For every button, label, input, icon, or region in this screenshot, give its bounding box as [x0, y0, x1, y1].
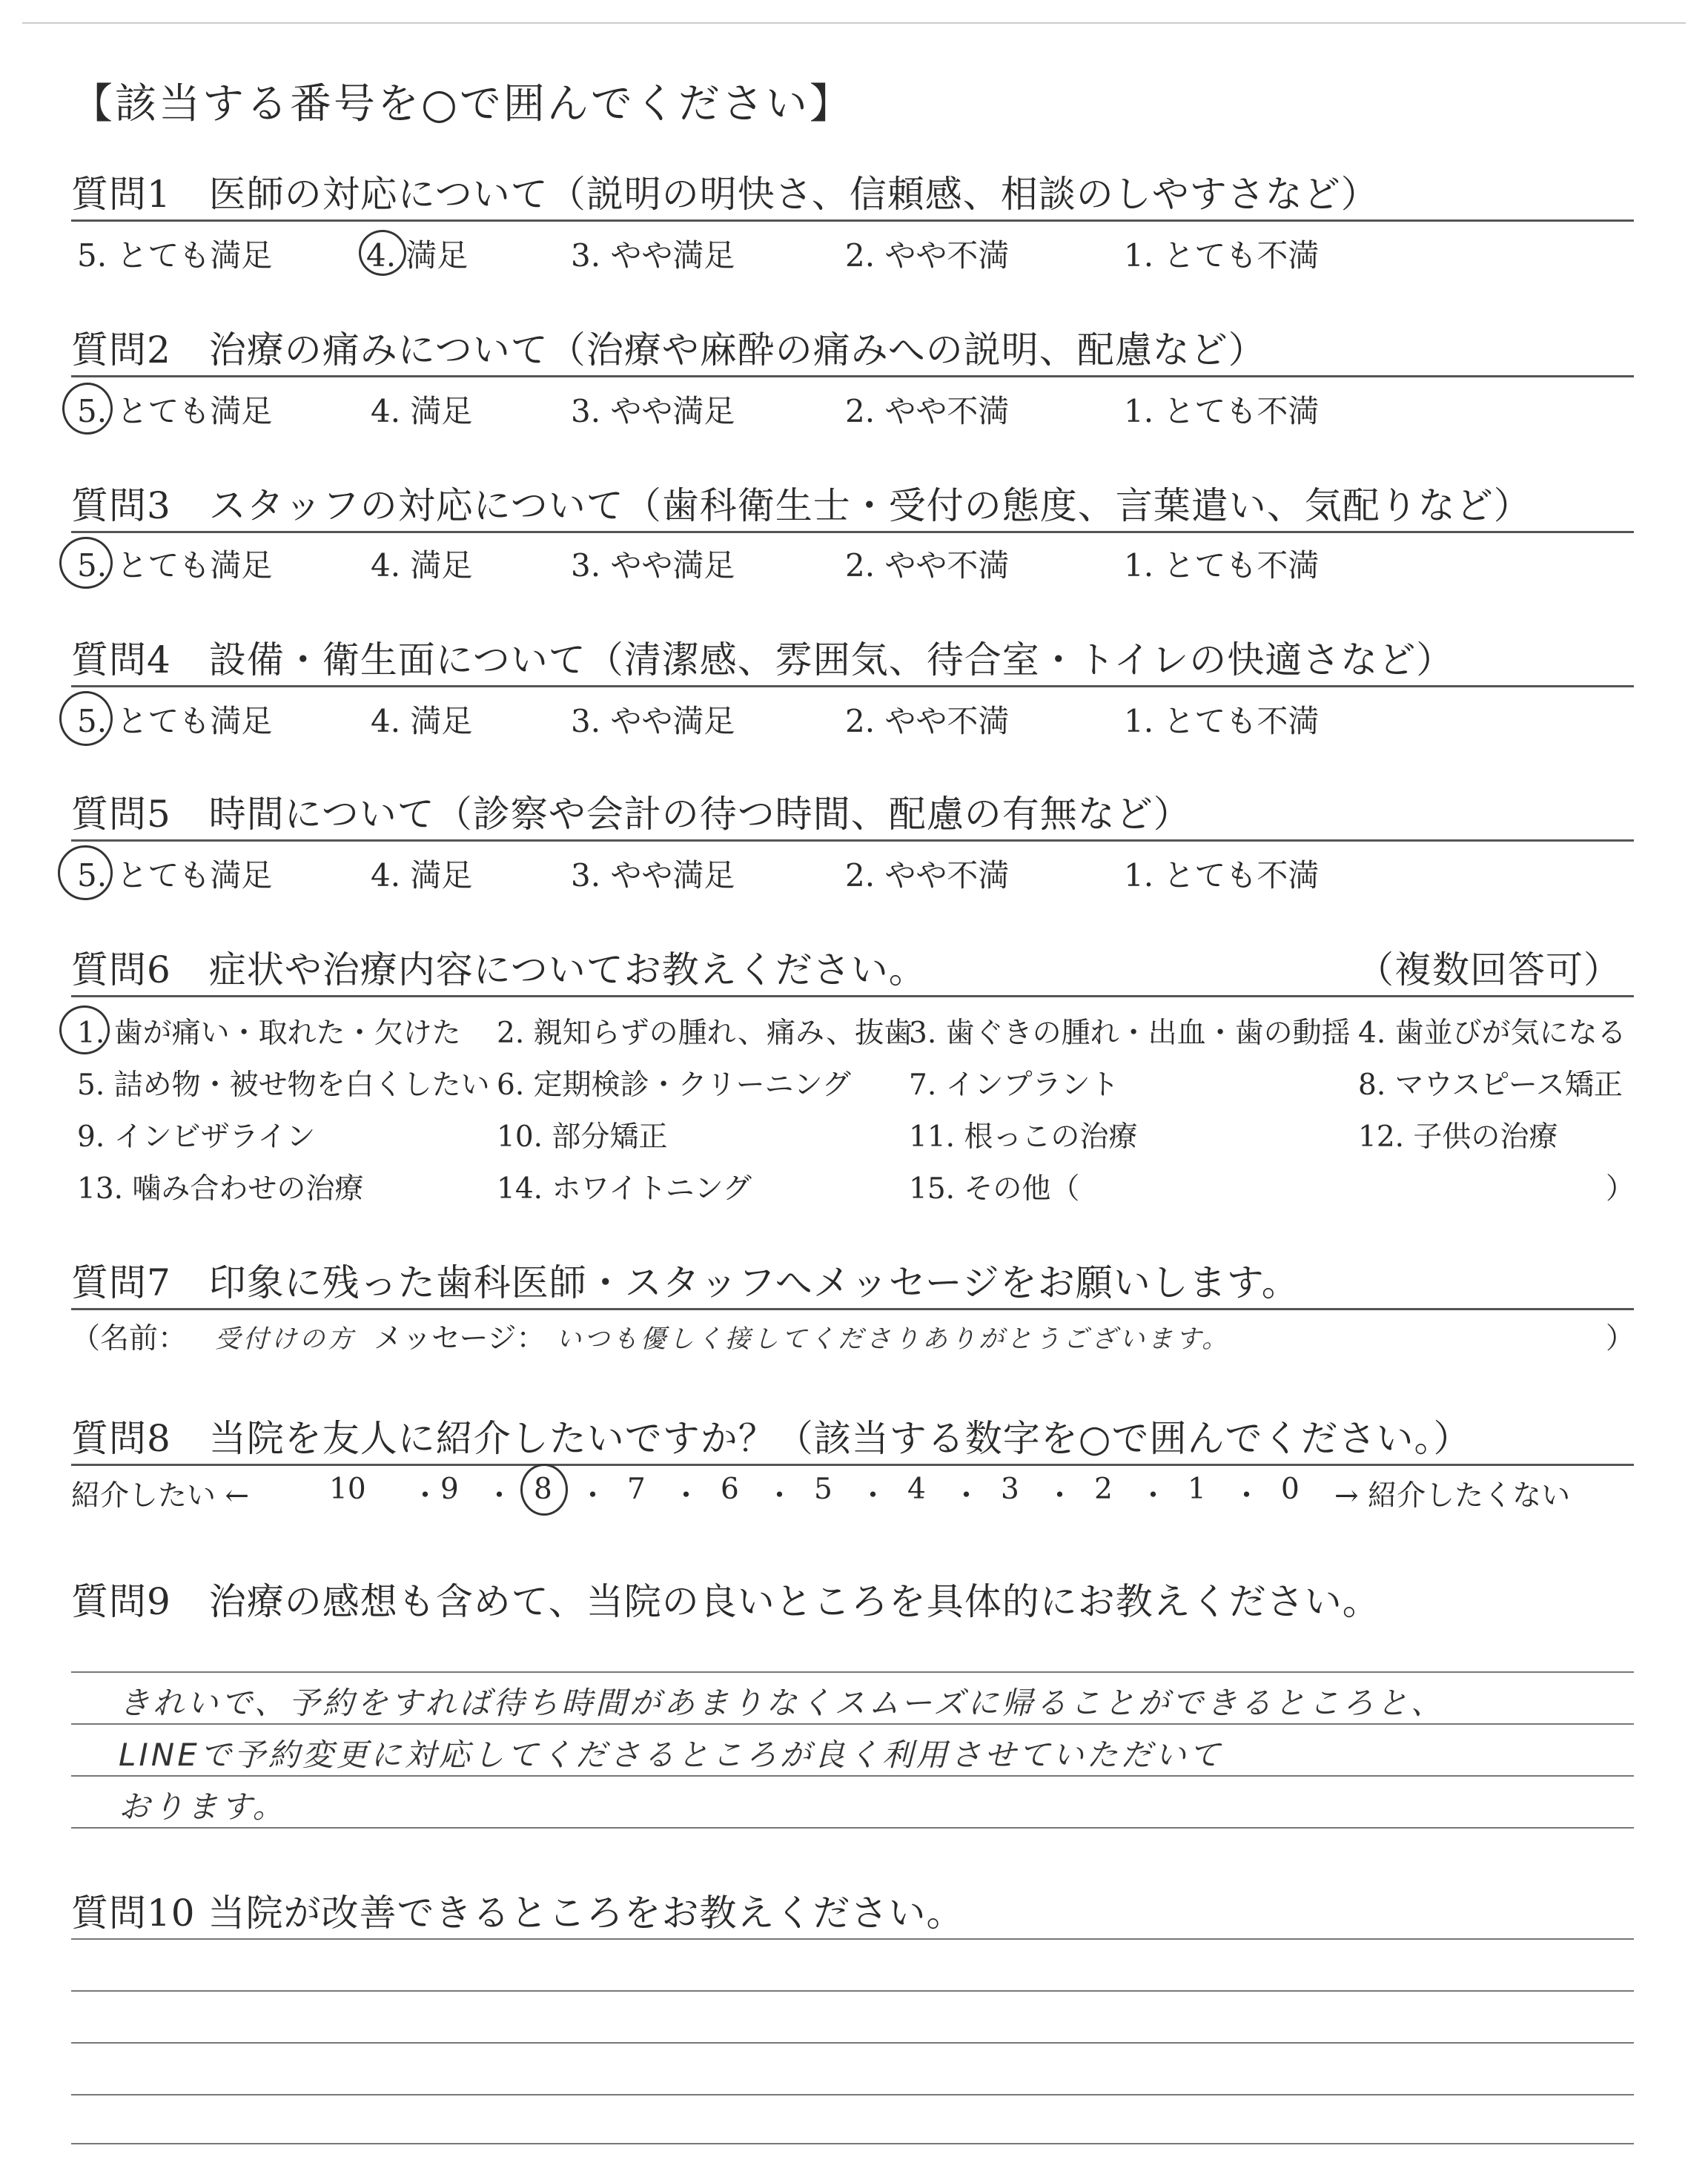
- q6-selected-circle: [59, 1005, 110, 1054]
- q7-title: 質問7 印象に残った歯科医師・スタッフへメッセージをお願いします。: [71, 1261, 1300, 1304]
- q5-option-2[interactable]: 2. やや不満: [845, 857, 1010, 894]
- q3-selected-circle: [59, 537, 113, 589]
- q6-option-10[interactable]: 10. 部分矯正: [497, 1120, 668, 1154]
- q9-answer-line-1[interactable]: きれいで、予約をすれば待ち時間があまりなくスムーズに帰ることができるところと、: [119, 1685, 1445, 1721]
- q4-title: 質問4 設備・衛生面について（清潔感、雰囲気、待合室・トイレの快適さなど）: [71, 638, 1454, 681]
- q6-title: 質問6 症状や治療内容についてお教えください。: [71, 948, 927, 991]
- q2-option-1[interactable]: 1. とても不満: [1124, 393, 1320, 429]
- q3-option-3[interactable]: 3. やや満足: [571, 547, 735, 584]
- q4-option-1[interactable]: 1. とても不満: [1124, 703, 1320, 739]
- q2-option-5[interactable]: 5. とても満足: [77, 393, 273, 429]
- q8-dot: ・: [1232, 1479, 1262, 1513]
- q6-option-7[interactable]: 7. インプラント: [909, 1069, 1119, 1102]
- q8-scale-5[interactable]: 5: [814, 1473, 833, 1506]
- q6-multi-note: （複数回答可）: [1357, 948, 1621, 991]
- q9-line-3: [71, 1775, 1634, 1777]
- q8-scale-2[interactable]: 2: [1094, 1473, 1113, 1506]
- q8-title: 質問8 当院を友人に紹介したいですか？（該当する数字を○で囲んでください。）: [71, 1417, 1472, 1460]
- q6-option-12[interactable]: 12. 子供の治療: [1358, 1120, 1558, 1154]
- q10-line-5: [71, 2143, 1634, 2144]
- q10-line-4: [71, 2094, 1634, 2095]
- q6-option-6[interactable]: 6. 定期検診・クリーニング: [497, 1069, 851, 1102]
- q1-option-2[interactable]: 2. やや不満: [845, 237, 1010, 274]
- q10-line-2: [71, 1990, 1634, 1992]
- q2-title: 質問2 治療の痛みについて（治療や麻酔の痛みへの説明、配慮など）: [71, 328, 1266, 371]
- q2-option-4[interactable]: 4. 満足: [371, 393, 473, 429]
- q3-option-1[interactable]: 1. とても不満: [1124, 547, 1320, 584]
- q8-selected-circle: [520, 1464, 568, 1516]
- q8-scale-7[interactable]: 7: [627, 1473, 646, 1506]
- q8-dot: ・: [858, 1479, 888, 1513]
- q6-option-2[interactable]: 2. 親知らずの腫れ、痛み、抜歯: [497, 1017, 913, 1050]
- q6-option-5[interactable]: 5. 詰め物・被せ物を白くしたい: [77, 1069, 490, 1102]
- q2-option-2[interactable]: 2. やや不満: [845, 393, 1010, 429]
- q8-dot: ・: [765, 1479, 795, 1513]
- q8-scale-1[interactable]: 1: [1188, 1473, 1206, 1506]
- q6-other-close-paren: ）: [1606, 1172, 1635, 1206]
- q6-option-9[interactable]: 9. インビザライン: [77, 1120, 316, 1154]
- q6-option-8[interactable]: 8. マウスピース矯正: [1358, 1069, 1623, 1102]
- q1-option-5[interactable]: 5. とても満足: [77, 237, 273, 274]
- q5-option-5[interactable]: 5. とても満足: [77, 857, 273, 894]
- q10-line-3: [71, 2042, 1634, 2044]
- q7-message-label: メッセージ：: [374, 1322, 546, 1355]
- q8-scale-3[interactable]: 3: [1001, 1473, 1019, 1506]
- q8-scale-9[interactable]: 9: [440, 1473, 459, 1506]
- q8-rule: [71, 1464, 1634, 1466]
- q10-line-1: [71, 1938, 1634, 1940]
- q5-option-3[interactable]: 3. やや満足: [571, 857, 735, 894]
- q7-name-label: （名前：: [71, 1322, 188, 1355]
- q5-option-1[interactable]: 1. とても不満: [1124, 857, 1320, 894]
- q2-selected-circle: [62, 383, 113, 435]
- instruction-heading: 【該当する番号を○で囲んでください】: [71, 80, 853, 128]
- q7-message-value[interactable]: いつも優しく接してくださりありがとうございます。: [556, 1324, 1231, 1354]
- q4-selected-circle: [59, 691, 113, 746]
- q5-option-4[interactable]: 4. 満足: [371, 857, 473, 894]
- q8-dot: ・: [578, 1479, 608, 1513]
- q5-title: 質問5 時間について（診察や会計の待つ時間、配慮の有無など）: [71, 793, 1191, 836]
- q4-rule: [71, 685, 1634, 687]
- q6-option-14[interactable]: 14. ホワイトニング: [497, 1172, 752, 1206]
- q1-title: 質問1 医師の対応について（説明の明快さ、信頼感、相談のしやすさなど）: [71, 173, 1379, 216]
- q8-left-label: 紹介したい ←: [71, 1479, 250, 1513]
- q8-dot: ・: [1045, 1479, 1075, 1513]
- scan-edge-line: [22, 22, 1686, 24]
- q6-option-11[interactable]: 11. 根っこの治療: [909, 1120, 1138, 1154]
- q8-scale-0[interactable]: 0: [1281, 1473, 1300, 1506]
- q1-option-1[interactable]: 1. とても不満: [1124, 237, 1320, 274]
- q8-dot: ・: [952, 1479, 982, 1513]
- q9-answer-line-2[interactable]: LINEで予約変更に対応してくださるところが良く利用させていただいて: [119, 1737, 1223, 1773]
- q3-rule: [71, 531, 1634, 533]
- q9-title: 質問9 治療の感想も含めて、当院の良いところを具体的にお教えください。: [71, 1580, 1380, 1623]
- q4-option-2[interactable]: 2. やや不満: [845, 703, 1010, 739]
- q6-option-1[interactable]: 1. 歯が痛い・取れた・欠けた: [77, 1017, 461, 1050]
- q4-option-4[interactable]: 4. 満足: [371, 703, 473, 739]
- q4-option-5[interactable]: 5. とても満足: [77, 703, 273, 739]
- q4-option-3[interactable]: 3. やや満足: [571, 703, 735, 739]
- q8-scale-4[interactable]: 4: [907, 1473, 926, 1506]
- q8-dot: ・: [672, 1479, 701, 1513]
- q3-title: 質問3 スタッフの対応について（歯科衛生士・受付の態度、言葉遣い、気配りなど）: [71, 484, 1532, 527]
- q9-line-2: [71, 1723, 1634, 1725]
- q2-rule: [71, 375, 1634, 377]
- q3-option-2[interactable]: 2. やや不満: [845, 547, 1010, 584]
- q8-dot: ・: [485, 1479, 514, 1513]
- q1-option-4[interactable]: 4. 満足: [366, 237, 469, 274]
- q9-line-4: [71, 1827, 1634, 1829]
- q6-option-3[interactable]: 3. 歯ぐきの腫れ・出血・歯の動揺: [909, 1017, 1351, 1050]
- q8-scale-6[interactable]: 6: [721, 1473, 739, 1506]
- q5-selected-circle: [58, 845, 113, 900]
- q8-scale-8[interactable]: 8: [534, 1473, 552, 1506]
- q6-rule: [71, 995, 1634, 997]
- q2-option-3[interactable]: 3. やや満足: [571, 393, 735, 429]
- q1-selected-circle: [359, 230, 406, 276]
- q8-dot: ・: [1139, 1479, 1168, 1513]
- q7-close-paren: ）: [1606, 1322, 1635, 1355]
- q6-option-4[interactable]: 4. 歯並びが気になる: [1358, 1017, 1626, 1050]
- q1-option-3[interactable]: 3. やや満足: [571, 237, 735, 274]
- q1-rule: [71, 219, 1634, 222]
- q3-option-5[interactable]: 5. とても満足: [77, 547, 273, 584]
- q8-right-label: → 紹介したくない: [1334, 1479, 1571, 1513]
- q8-dot: ・: [411, 1479, 440, 1513]
- q3-option-4[interactable]: 4. 満足: [371, 547, 473, 584]
- q7-name-value[interactable]: 受付けの方: [215, 1324, 356, 1354]
- q6-option-13[interactable]: 13. 噛み合わせの治療: [77, 1172, 364, 1206]
- q6-option-15[interactable]: 15. その他（: [909, 1172, 1080, 1206]
- q7-rule: [71, 1308, 1634, 1310]
- q5-rule: [71, 839, 1634, 842]
- q8-scale-10[interactable]: 10: [329, 1473, 366, 1506]
- q10-title: 質問10 当院が改善できるところをお教えください。: [71, 1892, 964, 1935]
- q9-line-1: [71, 1671, 1634, 1673]
- q9-answer-line-3[interactable]: おります。: [119, 1789, 287, 1825]
